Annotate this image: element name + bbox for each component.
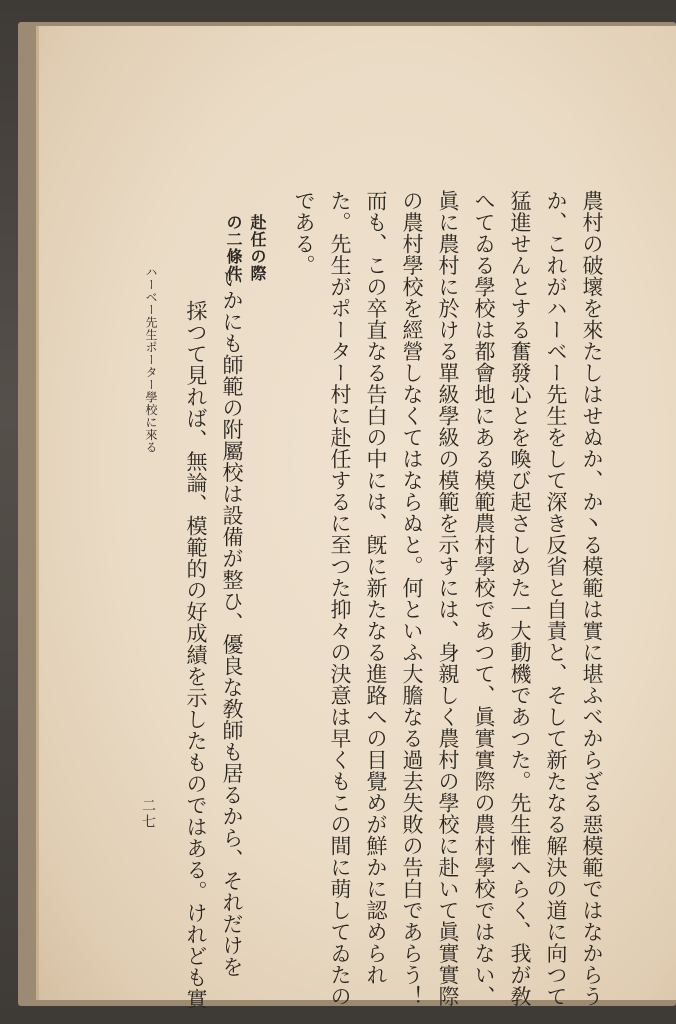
section-heading-line-1: 赴任の際 [248, 214, 267, 282]
body-column-1: 農村の破壞を來たしはせぬか、か丶る模範は實に堪ふべからざる惡模範ではなからう [580, 190, 604, 1007]
lower-column-2: 採つて見れば、無論、模範的の好成績を示したものではある。けれども實 [184, 300, 208, 1010]
body-column-5: 眞に農村に於ける單級學級の模範を示すには、身親しく農村の學校に赴いて眞實實際 [436, 190, 460, 1007]
body-column-3: 猛進せんとする奮發心とを喚び起さしめた一大動機であつた。先生惟へらく、我が敎 [508, 190, 532, 1007]
body-column-9: である。 [292, 190, 316, 276]
body-column-4: へてゐる學校は都會地にある模範農村學校であつて、眞實實際の農村學校ではない、 [472, 190, 496, 1007]
running-head: ハーベー先生ポーター學校に來る [144, 266, 158, 454]
body-column-6: の農村學校を經營しなくてはならぬと。何といふ大膽なる過去失敗の告白であらう！ [400, 190, 424, 1007]
section-heading-line-2: の二條件 [224, 214, 243, 282]
page-number: 二七 [140, 798, 156, 830]
body-column-2: か、これがハーベー先生をして深き反省と自責と、そして新たなる解決の道に向つて [544, 190, 568, 1007]
body-column-8: た。先生がポーター村に赴任するに至つた抑々の決意は早くもこの間に萌してゐたの [328, 190, 352, 1007]
body-column-7: 而も、この卒直なる告白の中には、旣に新たなる進路への目覺めが鮮かに認められ [364, 190, 388, 986]
lower-column-1: いかにも師範の附屬校は設備が整ひ、優良な敎師も居るから、それだけを [220, 268, 244, 978]
